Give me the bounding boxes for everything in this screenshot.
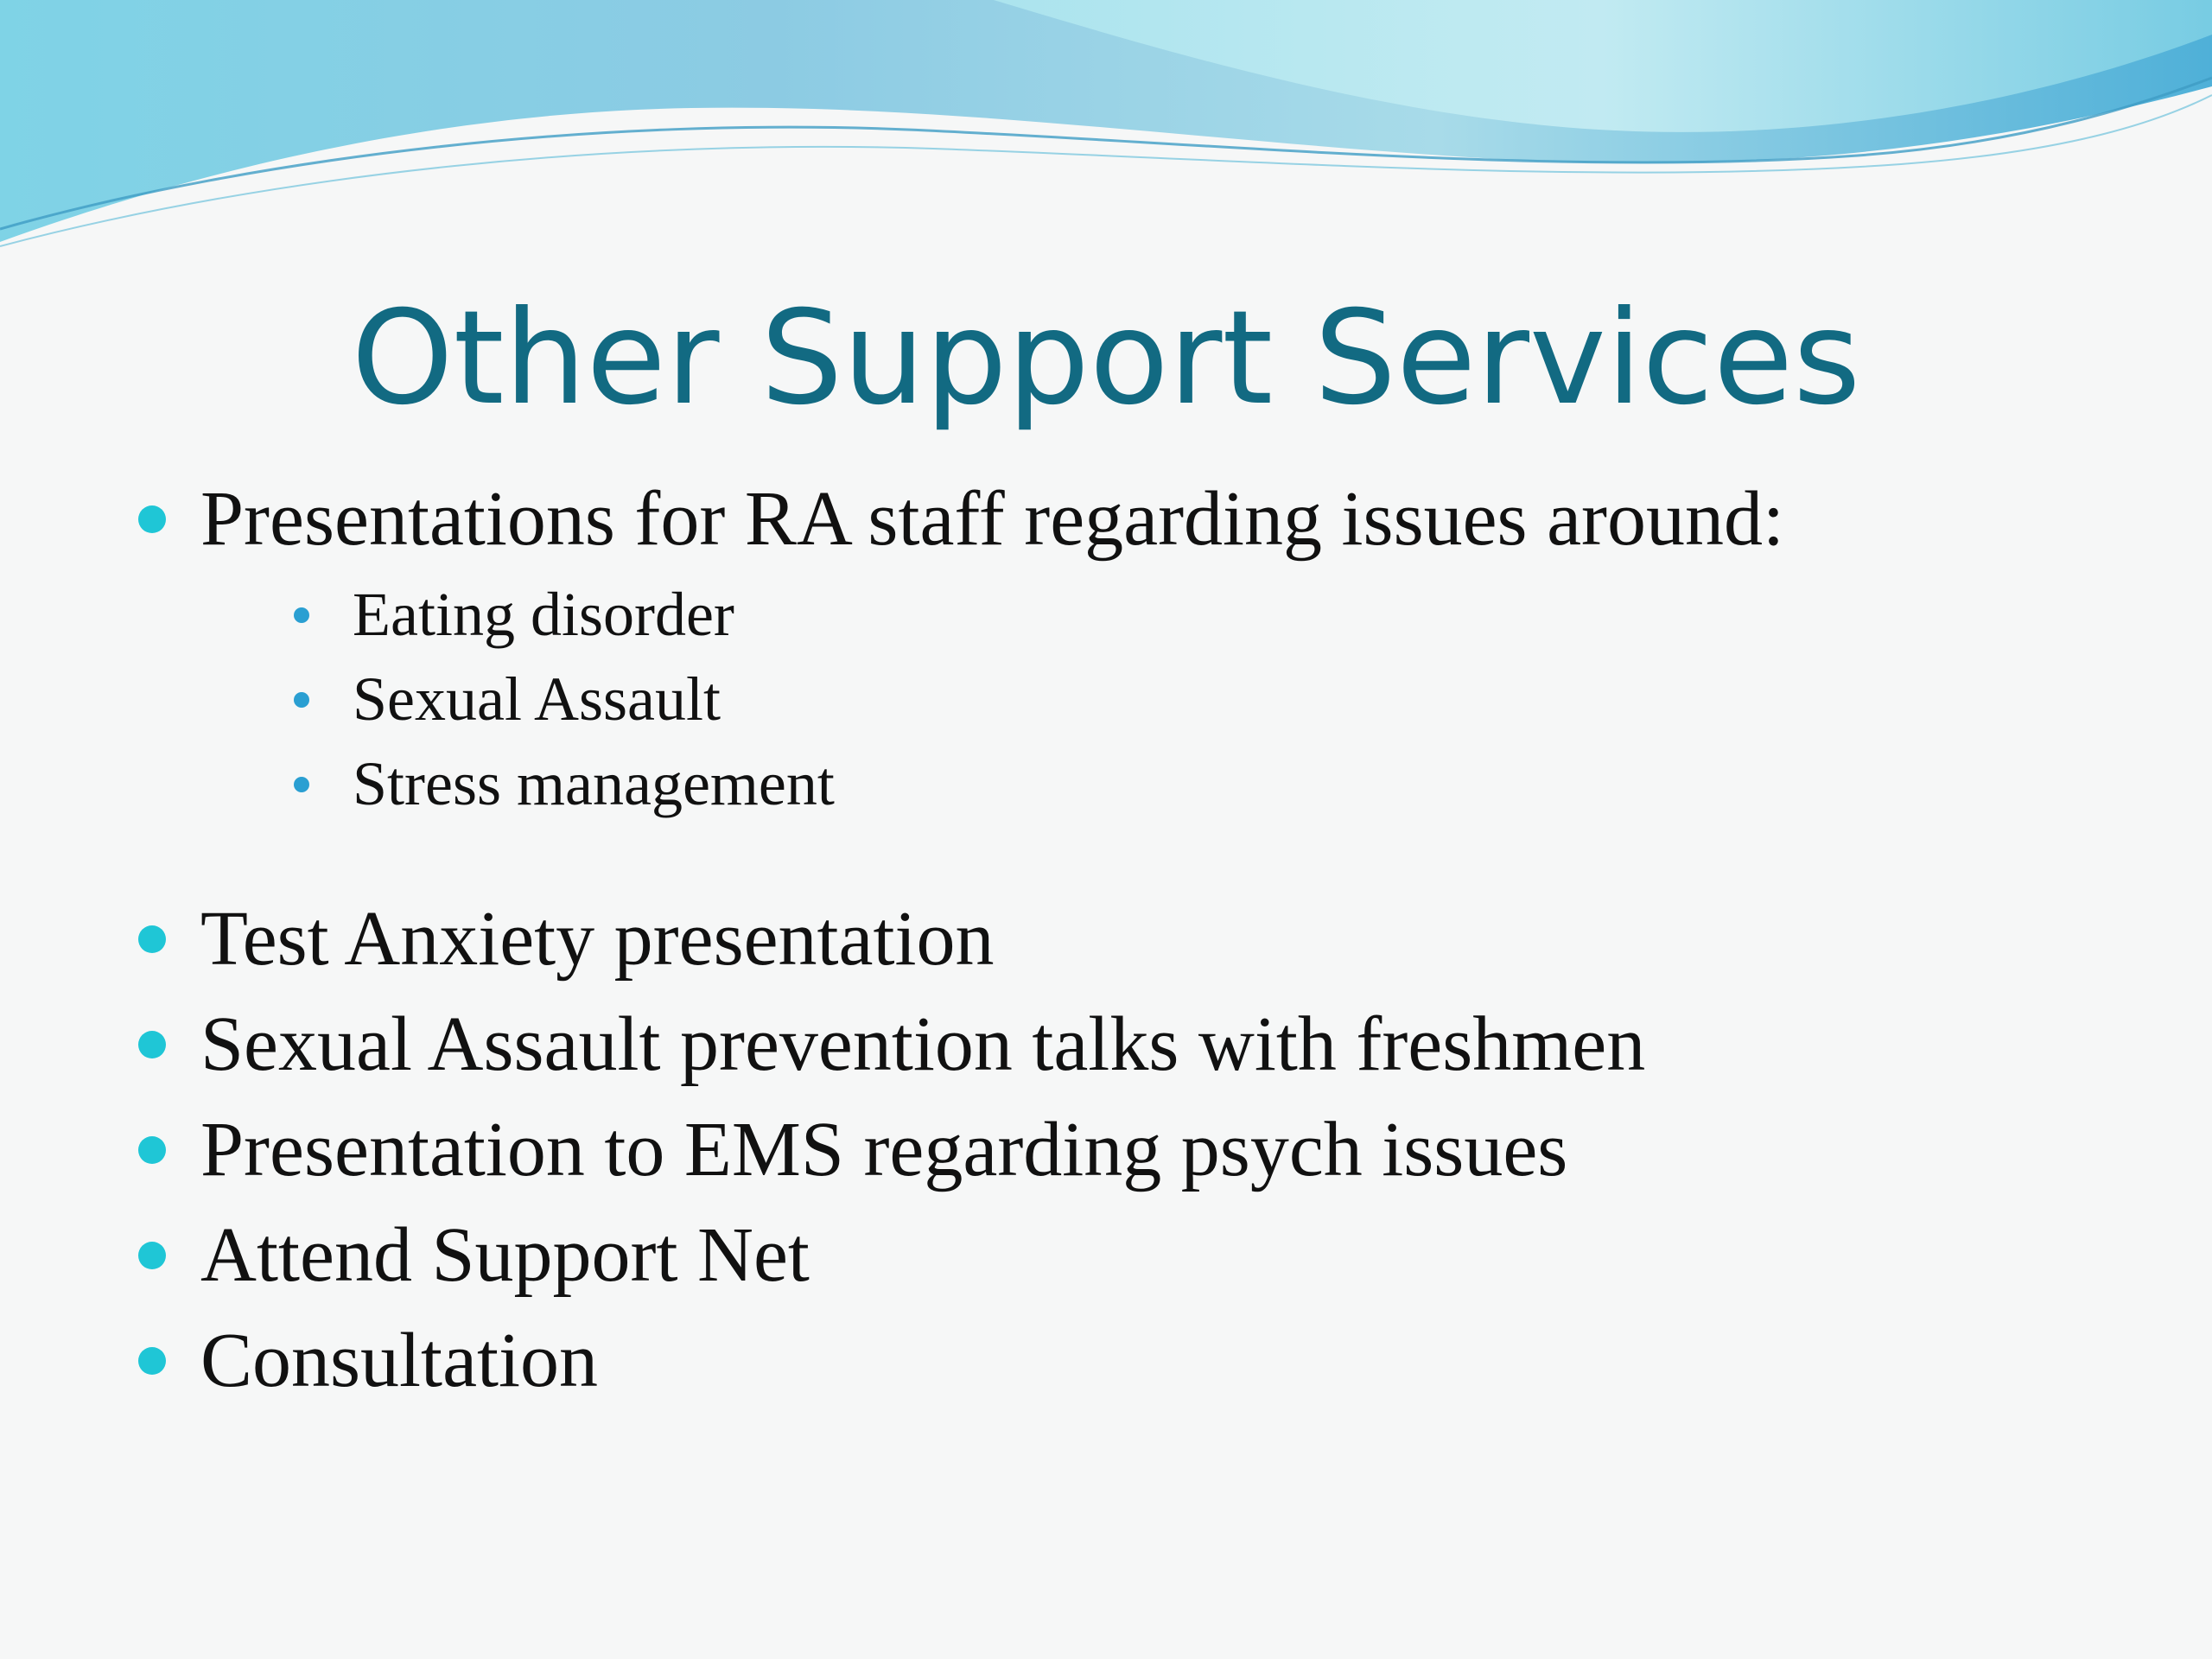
bullet-item-sexual-assault-prevention xyxy=(138,992,2126,1097)
bullet-dot-icon xyxy=(138,1136,166,1164)
bullet-dot-icon xyxy=(138,1031,166,1058)
sub-bullet-eating-disorder xyxy=(294,572,2126,657)
sub-bullet-sexual-assault xyxy=(294,657,2126,741)
bullet-text: Presentations for RA staff regarding issues around: xyxy=(200,476,1785,562)
sub-bullet-dot-icon xyxy=(294,692,309,708)
bullet-dot-icon xyxy=(138,1242,166,1269)
bullet-list xyxy=(138,467,2126,1414)
bullet-item-support-net xyxy=(138,1203,2126,1308)
bullet-text: Consultation xyxy=(200,1318,599,1403)
bullet-text: Test Anxiety presentation xyxy=(200,896,995,982)
bullet-item-presentations-ra xyxy=(138,467,2126,572)
sub-bullet-text: Sexual Assault xyxy=(353,664,721,734)
sub-bullet-dot-icon xyxy=(294,777,309,792)
bullet-item-test-anxiety xyxy=(138,887,2126,992)
bullet-item-consultation xyxy=(138,1308,2126,1414)
sub-bullet-list xyxy=(138,572,2126,887)
bullet-item-ems-presentation xyxy=(138,1097,2126,1203)
slide-title: Other Support Services xyxy=(351,283,1861,434)
sub-bullet-text: Stress management xyxy=(353,749,835,818)
bullet-text: Attend Support Net xyxy=(200,1212,810,1298)
sub-bullet-dot-icon xyxy=(294,607,309,623)
bullet-dot-icon xyxy=(138,505,166,533)
bullet-text: Presentation to EMS regarding psych issues xyxy=(200,1107,1568,1192)
sub-bullet-stress-management xyxy=(294,741,2126,826)
bullet-dot-icon xyxy=(138,1347,166,1375)
bullet-dot-icon xyxy=(138,925,166,953)
bullet-text: Sexual Assault prevention talks with freshmen xyxy=(200,1001,1646,1087)
sub-bullet-text: Eating disorder xyxy=(353,580,734,649)
wave-header-decoration xyxy=(0,0,2212,259)
